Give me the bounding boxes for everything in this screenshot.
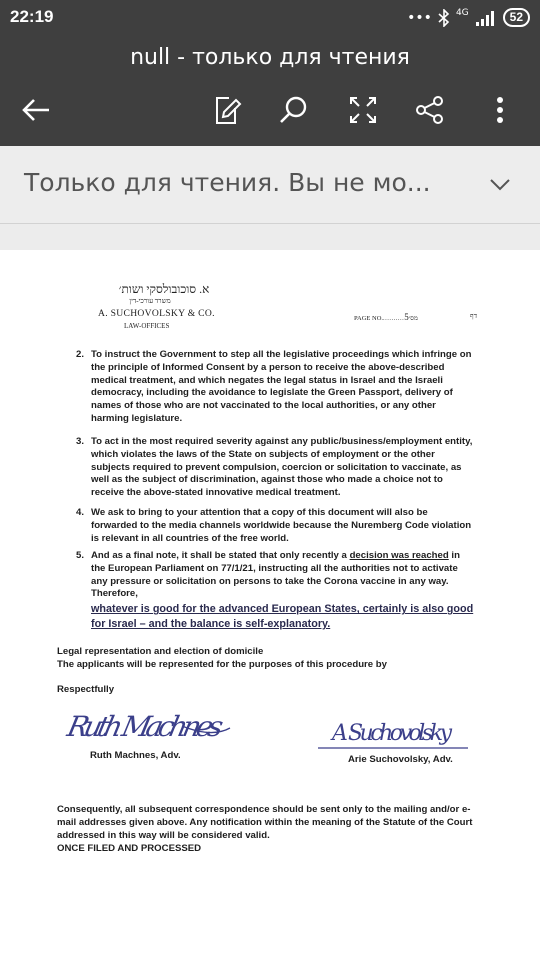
signature-left-script: Ruth Machnes xyxy=(64,710,227,743)
fullscreen-icon xyxy=(347,94,379,126)
status-icons xyxy=(407,8,530,27)
battery-indicator: 52 xyxy=(503,8,530,27)
share-button[interactable] xyxy=(408,88,452,132)
more-options-button[interactable] xyxy=(478,88,522,132)
page-no-label: PAGE NO. xyxy=(354,315,384,322)
item5-underlined-text: decision was reached xyxy=(349,550,449,561)
bluetooth-icon xyxy=(438,9,450,27)
list-item xyxy=(76,507,476,545)
closing-text: Consequently, all subsequent correspondence should be sent only to the mailing and/or e-mail addresses given above. Any notification within the meaning of the Statute of the Court addressed in this way will be considered valid. xyxy=(57,804,473,841)
read-only-banner[interactable] xyxy=(0,146,540,224)
legal-representation-heading: Legal representation and election of domicile xyxy=(57,646,264,657)
edit-icon xyxy=(211,94,243,126)
back-arrow-icon xyxy=(20,94,52,126)
once-filed-text: ONCE FILED AND PROCESSED xyxy=(57,843,202,854)
list-item xyxy=(76,349,476,426)
item5-text-part2: in the European Parliament on 77/1/21, instructing all the authorities not to activate any pressure or solicitation on persons to take the Corona vaccine in any way. Therefore, xyxy=(91,550,460,600)
chevron-down-icon[interactable] xyxy=(488,172,512,196)
signature-left xyxy=(62,698,237,748)
applicants-line: The applicants will be represented for the purposes of this procedure by xyxy=(57,659,387,670)
item-number: 5. xyxy=(76,550,85,561)
item-number: 2. xyxy=(76,349,85,360)
item5-text-part1: And as a final note, it shall be stated that only recently a xyxy=(91,550,350,561)
letterhead-hebrew-sub: משרד עורכי-דין xyxy=(129,297,171,305)
page-no-dots: .......... xyxy=(383,315,405,322)
signer-left-name: Ruth Machnes, Adv. xyxy=(90,750,181,761)
signer-right-name: Arie Suchovolsky, Adv. xyxy=(348,754,453,765)
signature-right-script: A Suchovolsky xyxy=(332,721,452,746)
letterhead-hebrew-right: דף xyxy=(470,312,477,320)
item-text: To instruct the Government to step all the legislative proceedings which infringe on the principle of Informed Consent by a person to receive the above-described medical treatment, and which negates the legal status in Israel and the Israeli democracy, including the avoidance to legislate the Green Passport, delivery of names of those who are not vaccinated to the local authorities, or any other harming legislature. xyxy=(91,349,472,424)
search-icon xyxy=(277,94,309,126)
letterhead-english-sub: LAW-OFFICES xyxy=(124,322,170,330)
back-button[interactable] xyxy=(14,88,58,132)
more-vert-icon xyxy=(484,94,516,126)
edit-button[interactable] xyxy=(205,88,249,132)
read-only-message: Только для чтения. Вы не мо... xyxy=(24,168,431,197)
list-item xyxy=(76,436,476,500)
status-time: 22:19 xyxy=(10,7,54,26)
item-number: 3. xyxy=(76,436,85,447)
item-number: 4. xyxy=(76,507,85,518)
page-no-hebrew: מס׳ xyxy=(408,315,418,322)
dots-icon: ••• xyxy=(407,9,432,26)
respectfully-text: Respectfully xyxy=(57,684,115,695)
signal-icon xyxy=(475,10,497,26)
fullscreen-button[interactable] xyxy=(341,88,385,132)
letterhead-hebrew-name: א. סוכובולסקי ושות׳ xyxy=(118,282,210,296)
item-text: To act in the most required severity against any public/business/employment entity, which violates the laws of the State on subjects of employment or the other subjects required to prevent compulsion, coercion or solicitation to vaccinate, as well as the subject of discrimination, against those who made a choice not to receive the above-stated innovative medical treatment. xyxy=(91,436,473,499)
list-item xyxy=(76,550,476,632)
item5-emphasis-text: whatever is good for the advanced European States, certainly is also good for Israel – and the balance is self-explanatory. xyxy=(91,603,474,631)
item-text: We ask to bring to your attention that a copy of this document will also be forwarded to the media channels worldwide because the Nuremberg Code violation is relevant in all countries of the free world. xyxy=(91,507,472,544)
page-number-line xyxy=(354,312,418,322)
document-title: null - только для чтения xyxy=(130,45,410,70)
letterhead-english-name: A. SUCHOVOLSKY & CO. xyxy=(98,308,215,319)
item-text xyxy=(91,550,476,632)
search-button[interactable] xyxy=(271,88,315,132)
share-icon xyxy=(414,94,446,126)
page-no-value: 5 xyxy=(404,312,409,322)
status-bar xyxy=(0,0,540,36)
signature-right xyxy=(318,710,478,756)
document-page xyxy=(0,250,540,960)
app-bar xyxy=(0,36,540,146)
network-type-label: 4G xyxy=(455,7,469,18)
